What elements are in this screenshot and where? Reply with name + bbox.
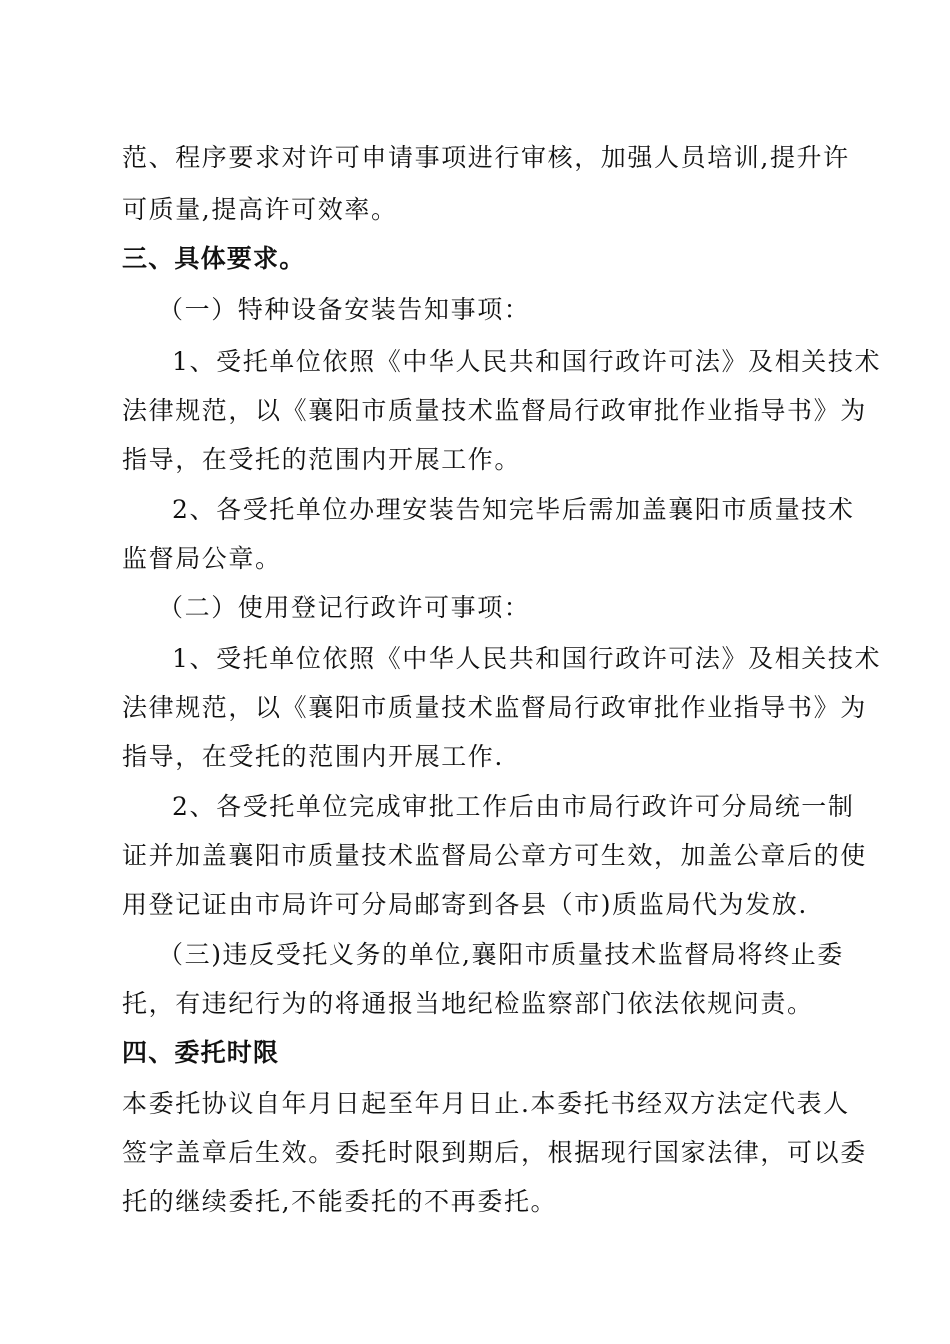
body-text-line: 法律规范，以《襄阳市质量技术监督局行政审批作业指导书》为 bbox=[122, 396, 867, 425]
body-text-line: 签字盖章后生效。委托时限到期后，根据现行国家法律，可以委 bbox=[122, 1138, 867, 1167]
body-text-line: 指导，在受托的范围内开展工作. bbox=[122, 742, 504, 771]
subsection-heading-2: （二）使用登记行政许可事项： bbox=[158, 593, 531, 622]
body-text-line: 1、受托单位依照《中华人民共和国行政许可法》及相关技术 bbox=[172, 347, 882, 376]
body-text-line: 2、各受托单位办理安装告知完毕后需加盖襄阳市质量技术 bbox=[172, 495, 855, 524]
body-text-line: 本委托协议自年月日起至年月日止.本委托书经双方法定代表人 bbox=[122, 1089, 850, 1118]
body-text-line: 2、各受托单位完成审批工作后由市局行政许可分局统一制 bbox=[172, 792, 855, 821]
section-heading-3: 三、具体要求。 bbox=[122, 244, 306, 273]
body-text-line: 可质量,提高许可效率。 bbox=[122, 195, 398, 224]
body-text-line: 范、程序要求对许可申请事项进行审核，加强人员培训,提升许 bbox=[122, 143, 850, 172]
section-heading-4: 四、委托时限 bbox=[122, 1038, 280, 1067]
body-text-line: 用登记证由市局许可分局邮寄到各县（市)质监局代为发放. bbox=[122, 890, 808, 919]
body-text-line: 法律规范，以《襄阳市质量技术监督局行政审批作业指导书》为 bbox=[122, 693, 867, 722]
subsection-heading-1: （一）特种设备安装告知事项： bbox=[158, 295, 531, 324]
body-text-line: 指导，在受托的范围内开展工作。 bbox=[122, 445, 522, 474]
body-text-line: 监督局公章。 bbox=[122, 544, 282, 573]
body-text-line: 1、受托单位依照《中华人民共和国行政许可法》及相关技术 bbox=[172, 644, 882, 673]
body-text-line: 证并加盖襄阳市质量技术监督局公章方可生效，加盖公章后的使 bbox=[122, 841, 867, 870]
body-text-line: （三)违反受托义务的单位,襄阳市质量技术监督局将终止委 bbox=[158, 940, 844, 969]
body-text-line: 托，有违纪行为的将通报当地纪检监察部门依法依规问责。 bbox=[122, 989, 814, 1018]
body-text-line: 托的继续委托,不能委托的不再委托。 bbox=[122, 1187, 558, 1216]
